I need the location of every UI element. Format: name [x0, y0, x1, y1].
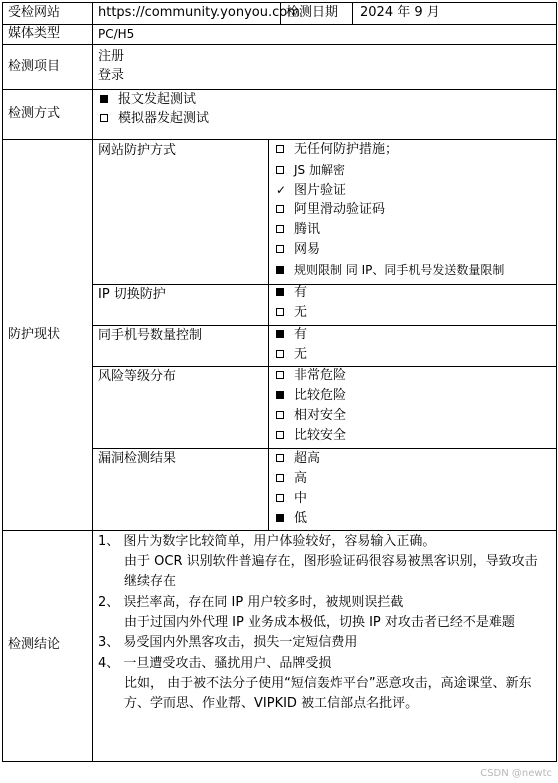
- option-rule-limit: 规则限制 同 IP、同手机号发送数量限制: [276, 261, 504, 279]
- site-url: https://community.yonyou.com: [98, 5, 300, 20]
- option-ip-no: 无: [276, 304, 307, 322]
- checkbox-empty-icon: [276, 494, 284, 502]
- checkbox-empty-icon: [276, 145, 284, 153]
- conclusion-line: 1、 图片为数字比较简单，用户体验较好，容易输入正确。: [98, 534, 436, 549]
- group-title-phone-limit: 同手机号数量控制: [98, 328, 203, 343]
- option-vuln-medium: 中: [276, 490, 307, 508]
- conclusion-line: 2、 误拦率高，存在同 IP 用户较多时，被规则误拦截: [98, 595, 404, 610]
- checkbox-empty-icon: [276, 431, 284, 439]
- conclusion-line: 继续存在: [124, 574, 177, 589]
- conclusion-line: 方、学而思、作业帮、VIPKID 被工信部点名批评。: [124, 696, 419, 711]
- option-risk-safe: 比较安全: [276, 427, 346, 445]
- checkbox-empty-icon: [276, 225, 284, 233]
- checkbox-filled-icon: [276, 266, 284, 274]
- conclusion-line: 由于 OCR 识别软件普遍存在，图形验证码很容易被黑客识别，导致攻击: [124, 554, 538, 569]
- option-image-captcha: ✓ 图片验证: [276, 183, 347, 198]
- checkbox-empty-icon: [276, 308, 284, 316]
- checkbox-empty-icon: [276, 245, 284, 253]
- checkbox-empty-icon: [276, 166, 284, 174]
- group-title-site-protection: 网站防护方式: [98, 143, 177, 158]
- checkbox-empty-icon: [276, 454, 284, 462]
- checkbox-empty-icon: [276, 205, 284, 213]
- group-title-vuln-result: 漏洞检测结果: [98, 451, 177, 466]
- option-risk-very-dangerous: 非常危险: [276, 367, 346, 385]
- conclusion-label: 检测结论: [8, 637, 61, 652]
- option-phone-yes: 有: [276, 326, 307, 344]
- item-register: 注册: [98, 49, 125, 64]
- checkbox-filled-icon: [276, 391, 284, 399]
- option-phone-no: 无: [276, 346, 307, 364]
- option-vuln-extreme: 超高: [276, 450, 320, 468]
- group-title-ip-switch: IP 切换防护: [98, 287, 166, 302]
- date-value: 2024 年 9 月: [360, 5, 440, 20]
- option-risk-dangerous: 比较危险: [276, 387, 346, 405]
- option-vuln-low: 低: [276, 510, 307, 528]
- conclusion-line: 4、 一旦遭受攻击、骚扰用户、品牌受损: [98, 656, 332, 671]
- option-vuln-high: 高: [276, 470, 307, 488]
- method-option-packet: 报文发起测试: [100, 91, 196, 109]
- checkbox-filled-icon: [100, 95, 108, 103]
- checkbox-empty-icon: [276, 350, 284, 358]
- protection-label: 防护现状: [8, 327, 61, 342]
- option-netease: 网易: [276, 241, 320, 259]
- checkbox-filled-icon: [276, 514, 284, 522]
- date-label: 检测日期: [286, 5, 339, 20]
- item-login: 登录: [98, 68, 125, 83]
- checkbox-empty-icon: [276, 371, 284, 379]
- option-risk-relatively-safe: 相对安全: [276, 407, 346, 425]
- method-option-emulator: 模拟器发起测试: [100, 110, 209, 128]
- checkmark-icon: ✓: [276, 183, 287, 197]
- checkbox-filled-icon: [276, 288, 284, 296]
- option-ali-slider: 阿里滑动验证码: [276, 201, 385, 219]
- conclusion-line: 3、 易受国内外黑客攻击，损失一定短信费用: [98, 635, 358, 650]
- option-ip-yes: 有: [276, 284, 307, 302]
- conclusion-line: 比如， 由于被不法分子使用“短信轰炸平台”恶意攻击，高途课堂、新东: [124, 676, 532, 691]
- option-none: 无任何防护措施；: [276, 141, 398, 159]
- media-value: PC/H5: [98, 27, 135, 41]
- option-js: JS 加解密: [276, 161, 345, 179]
- option-tencent: 腾讯: [276, 221, 320, 239]
- group-title-risk-level: 风险等级分布: [98, 369, 177, 384]
- site-label: 受检网站: [8, 5, 61, 20]
- watermark: CSDN @newtc: [480, 768, 552, 779]
- conclusion-line: 由于过国内外代理 IP 业务成本极低，切换 IP 对攻击者已经不是难题: [124, 615, 515, 630]
- checkbox-empty-icon: [100, 114, 108, 122]
- checkbox-filled-icon: [276, 330, 284, 338]
- items-label: 检测项目: [8, 59, 61, 74]
- media-label: 媒体类型: [8, 26, 61, 41]
- checkbox-empty-icon: [276, 474, 284, 482]
- method-label: 检测方式: [8, 106, 61, 121]
- checkbox-empty-icon: [276, 411, 284, 419]
